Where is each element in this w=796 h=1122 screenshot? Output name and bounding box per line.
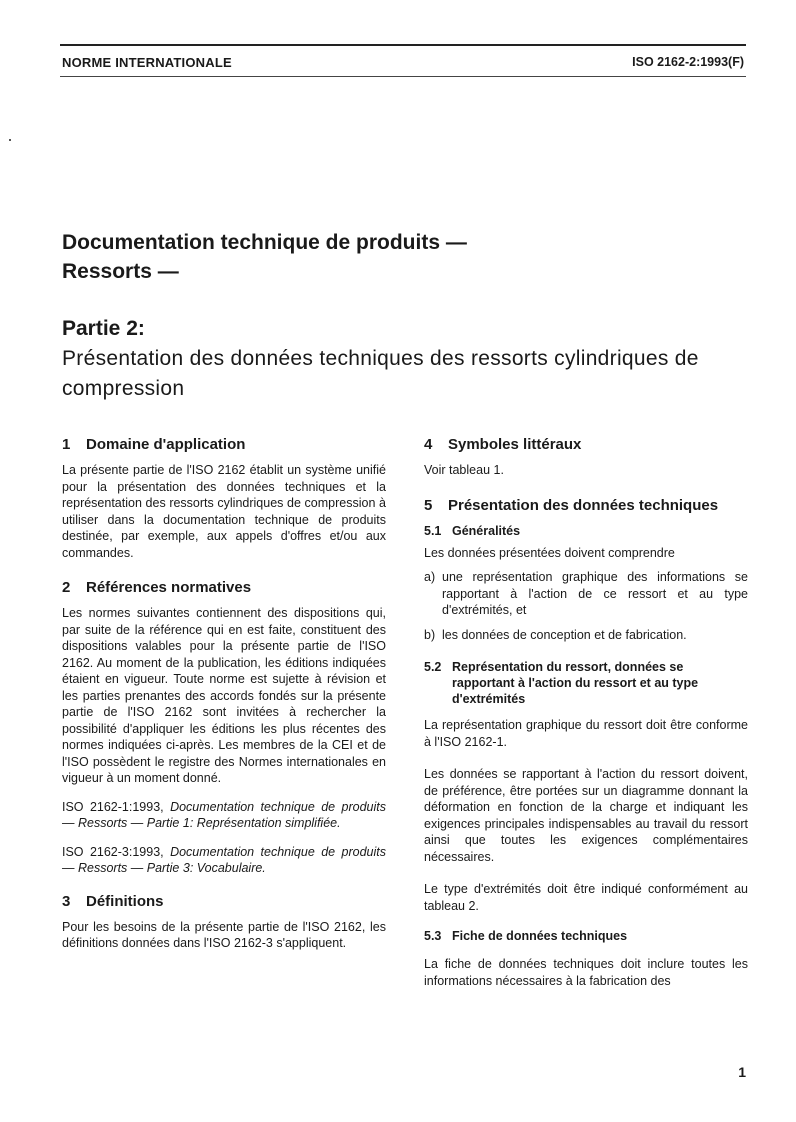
part-label: Partie 2: (62, 317, 145, 340)
subsection-title: Fiche de données techniques (452, 929, 628, 943)
section-4 (424, 436, 748, 479)
subsection-number: 5.1 (424, 523, 442, 538)
subsection-title: Généralités (452, 523, 521, 538)
requirements-list (424, 569, 748, 643)
page-number: 1 (738, 1064, 746, 1080)
subsection-5-2-paragraph-1: La représentation graphique du ressort doit être conforme à l'ISO 2162-1. (424, 718, 748, 749)
list-item (424, 569, 748, 619)
section-5 (424, 497, 748, 990)
reference-iso-2162-3 (62, 844, 386, 877)
section-number: 2 (62, 579, 71, 596)
header-bottom-rule (60, 76, 746, 77)
section-3-text: Pour les besoins de la présente partie de l'ISO 2162, les définitions données dans l'ISO 2162-3 s'appliquent. (62, 919, 386, 950)
subsection-5-1 (424, 523, 748, 644)
reference-title: Documentation technique de produits — Ressorts — Partie 3: Vocabulaire. (62, 844, 386, 875)
section-2-text: Les normes suivantes contiennent des dispositions qui, par suite de la référence qui en est faite, constituent des dispositions valables pour la présente partie de l'ISO 2162. Au moment de la publication, les éditions indiquées étaient en vigueur. Toute norme est sujette à révision et les parties prenantes des accords fondés sur la présente partie de l'ISO 2162 sont invitées à rechercher la possibilité d'appliquer les éditions les plus récentes des normes indiquées ci-après. Les membres de la CEI et de l'ISO possèdent le registre des Normes internationales en vigueur à un moment donné. (62, 606, 386, 785)
section-number: 5 (424, 496, 433, 514)
section-number: 4 (424, 436, 433, 453)
subsection-5-3-paragraph-1: La fiche de données techniques doit inclure toutes les informations nécessaires à la fabrication des (424, 957, 748, 988)
section-5-heading (424, 497, 748, 515)
list-marker: b) (424, 627, 436, 642)
header-top-rule (60, 44, 746, 46)
subsection-5-1-intro: Les données présentées doivent comprendre (424, 545, 675, 560)
subsection-title: Représentation du ressort, données se rapportant à l'action du ressort et au type d'extrémités (452, 660, 699, 706)
section-number: 1 (62, 436, 71, 453)
section-3 (62, 893, 386, 952)
subsection-5-2-heading (424, 659, 748, 707)
section-title: Présentation des données techniques (448, 496, 719, 514)
right-column (424, 436, 748, 989)
list-item (424, 627, 748, 644)
margin-mark (9, 139, 11, 141)
title-line-2: Ressorts — (62, 260, 179, 283)
header-standard-number: ISO 2162-2:1993(F) (632, 55, 744, 69)
section-1-heading (62, 436, 386, 454)
reference-code: ISO 2162-1:1993, (62, 799, 164, 814)
subsection-5-2-paragraph-2: Les données se rapportant à l'action du ressort doivent, de préférence, être portées sur un diagramme donnant la déformation en fonction de la charge et indiquant les exigences principales indispensables au travail du ressort ainsi que toutes les exigences complémentaires nécessaires. (424, 767, 748, 864)
section-1-text: La présente partie de l'ISO 2162 établit un système unifié pour la présentation des données techniques et la représentation des ressorts cylindriques de compression à utiliser dans la documentation technique de produits destinée, par exemple, aux appels d'offres et/ou aux commandes. (62, 463, 386, 560)
reference-title: Documentation technique de produits — Ressorts — Partie 1: Représentation simplifiée. (62, 799, 386, 830)
section-4-text: Voir tableau 1. (424, 463, 504, 477)
list-item-text: une représentation graphique des informations se rapportant à l'action de ce ressort et au type d'extrémités, et (442, 570, 748, 617)
section-title: Définitions (86, 892, 164, 910)
section-2 (62, 579, 386, 877)
header-standard-type: NORME INTERNATIONALE (62, 55, 232, 70)
section-2-heading (62, 579, 386, 597)
reference-code: ISO 2162-3:1993, (62, 844, 164, 859)
part-subtitle: Présentation des données techniques des ressorts cylindriques de compression (62, 347, 699, 400)
list-item-text: les données de conception et de fabrication. (442, 627, 687, 642)
subsection-5-2-paragraph-3: Le type d'extrémités doit être indiqué conformément au tableau 2. (424, 882, 748, 913)
title-line-1: Documentation technique de produits — (62, 231, 467, 254)
subsection-5-3-heading (424, 928, 748, 944)
subsection-5-1-heading (424, 523, 748, 539)
subsection-5-3 (424, 928, 748, 989)
subsection-number: 5.3 (424, 929, 442, 943)
left-column (62, 436, 386, 952)
section-4-heading (424, 436, 748, 454)
reference-iso-2162-1 (62, 799, 386, 832)
section-number: 3 (62, 892, 71, 910)
subsection-5-2 (424, 659, 748, 914)
section-title: Domaine d'application (86, 436, 246, 453)
section-3-heading (62, 893, 386, 911)
section-title: Références normatives (86, 579, 252, 596)
list-marker: a) (424, 570, 436, 584)
section-1 (62, 436, 386, 561)
document-title (62, 228, 467, 286)
subsection-number: 5.2 (424, 660, 442, 674)
section-title: Symboles littéraux (448, 436, 582, 453)
